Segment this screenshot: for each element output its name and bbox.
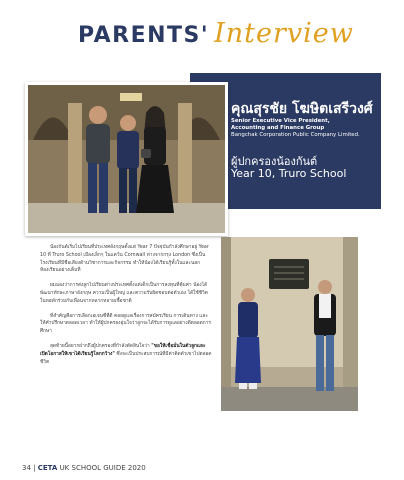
- school-name: Year 10, Truro School: [231, 167, 347, 180]
- paragraph-2: ผมมองว่าการส่งลูกไปเรียนต่างประเทศตั้งแต่เด็กเป็นการลงทุนที่คุ้มค่า น้องได้พัฒนาทักษะภาษาอังกฤษ ความเป็นผู้ใหญ่ และความรับผิดชอบต่อตัวเอง ได้ใช้ชีวิตในหอพักร่วมกับเพื่อนจากหลากหลายเชื้อชาติ: [40, 283, 208, 304]
- paragraph-4-quote: "ขอให้เชื่อมั่นในตัวลูกและเปิดโอกาสให้เขาได้เรียนรู้โลกกว้าง": [40, 343, 206, 357]
- article-body: [40, 244, 212, 373]
- title-main: PARENTS': [78, 23, 210, 48]
- title-script: Interview: [214, 18, 354, 49]
- school-photo: [221, 237, 358, 411]
- paragraph-4-end: ซึ่งจะเป็นประสบการณ์ที่มีค่าติดตัวเขาไปตลอดชีวิต: [40, 351, 212, 365]
- role-line-1: Senior Executive Vice President,: [231, 118, 330, 124]
- page-footer: [22, 464, 146, 472]
- paragraph-4-start: สุดท้ายนี้อยากฝากถึงผู้ปกครองที่กำลังตัดสินใจว่า: [50, 343, 150, 349]
- profile-name: คุณสุรชัย โฆษิตเสรีวงศ์: [231, 101, 373, 117]
- footer-brand: CETA: [37, 464, 58, 472]
- page-number: 34: [22, 464, 31, 472]
- role-line-2: Accounting and Finance Group: [231, 125, 325, 131]
- parent-label: ผู้ปกครองน้องกันต์: [231, 155, 318, 168]
- footer-guide: UK SCHOOL GUIDE 2020: [59, 464, 146, 472]
- footer-separator: |: [33, 464, 38, 472]
- paragraph-4: [40, 343, 212, 366]
- paragraph-3: ที่สำคัญคือการเลือกเอเจนซี่ที่ดี คอยดูแลเรื่องการสมัครเรียน การเดินทาง และให้คำปรึกษาตลอดเวลา ทำให้ผู้ปกครองอุ่นใจว่าลูกจะได้รับการดูแลอย่างดีตลอดการศึกษา: [40, 313, 211, 335]
- page-title: [78, 18, 354, 49]
- profile-role: [231, 118, 381, 139]
- paragraph-1: น้องกันต์เริ่มไปเรียนที่ประเทศอังกฤษตั้งแต่ Year 7 ปัจจุบันกำลังศึกษาอยู่ Year 10 ที่ Truro School เมืองเล็กๆ ในแคว้น Cornwall ห่างจากกรุง London ซึ่งเป็นโรงเรียนที่มีชื่อเสียงด้านวิชาการและกิจกรรม ทำให้น้องได้เรียนรู้ทั้งในและนอกห้องเรียนอย่างเต็มที่: [40, 245, 209, 274]
- company-name: Bangchak Corporation Public Company Limited.: [231, 132, 360, 138]
- family-photo: [25, 82, 228, 236]
